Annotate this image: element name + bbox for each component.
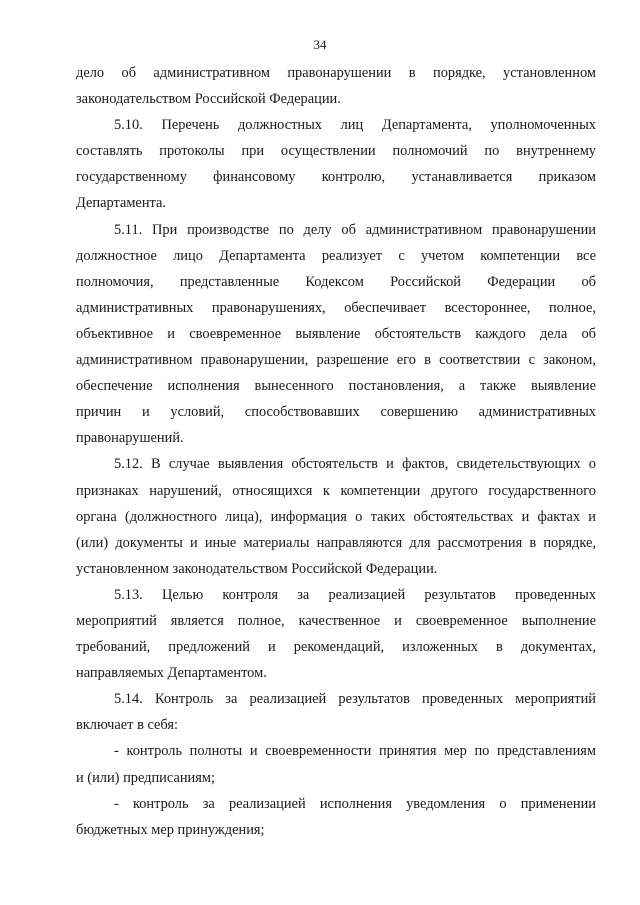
text-line: - контроль полноты и своевременности принятия мер по представлениям <box>114 743 596 760</box>
text-line: требований, предложений и рекомендаций, изложенных в документах, <box>76 639 596 656</box>
text-line: мероприятий является полное, качественное и своевременное выполнение <box>76 612 596 629</box>
text-line: бюджетных мер принуждения; <box>76 821 265 838</box>
text-line: 5.10. Перечень должностных лиц Департамента, уполномоченных <box>114 117 596 134</box>
text-line: правонарушений. <box>76 430 184 447</box>
text-line: составлять протоколы при осуществлении полномочий по внутреннему <box>76 143 596 160</box>
text-line: - контроль за реализацией исполнения уведомления о применении <box>114 795 596 812</box>
text-line: государственному финансовому контролю, устанавливается приказом <box>76 169 596 186</box>
text-line: дело об административном правонарушении в порядке, установленном <box>76 65 596 81</box>
paragraph <box>76 60 596 112</box>
paragraph <box>76 791 596 843</box>
text-line: должностное лицо Департамента реализует с учетом компетенции все <box>76 247 596 264</box>
paragraph <box>76 738 596 790</box>
page-number: 34 <box>313 37 327 52</box>
text-line: 5.13. Целью контроля за реализацией результатов проведенных <box>114 586 596 603</box>
text-line: 5.11. При производстве по делу об административном правонарушении <box>114 221 596 238</box>
text-line: 5.14. Контроль за реализацией результатов проведенных мероприятий <box>114 691 596 708</box>
text-line: административном правонарушении, разрешение его в соответствии с законом, <box>76 352 596 369</box>
text-line: признаках нарушений, относящихся к компетенции другого государственного <box>76 482 596 499</box>
text-line: органа (должностного лица), информация о таких обстоятельствах и фактах и <box>76 508 596 525</box>
text-line: и (или) предписаниям; <box>76 769 215 786</box>
text-line: административных правонарушениях, обеспечивает всестороннее, полное, <box>76 299 596 316</box>
text-line: обеспечение исполнения вынесенного постановления, а также выявление <box>76 378 596 395</box>
paragraph <box>76 217 596 452</box>
text-line: включает в себя: <box>76 717 178 734</box>
text-line: полномочия, представленные Кодексом Российской Федерации об <box>76 273 596 290</box>
paragraph <box>76 686 596 738</box>
text-line: Департамента. <box>76 195 166 212</box>
text-line: законодательством Российской Федерации. <box>76 91 341 108</box>
paragraph <box>76 112 596 216</box>
text-line: объективное и своевременное выявление обстоятельств каждого дела об <box>76 325 596 342</box>
text-line: установленном законодательством Российской Федерации. <box>76 560 438 577</box>
text-line: направляемых Департаментом. <box>76 665 267 682</box>
text-line: причин и условий, способствовавших совершению административных <box>76 404 596 421</box>
paragraph <box>76 451 596 581</box>
document-body <box>76 60 596 843</box>
text-line: (или) документы и иные материалы направляются для рассмотрения в порядке, <box>76 534 596 551</box>
text-line: 5.12. В случае выявления обстоятельств и фактов, свидетельствующих о <box>114 456 596 473</box>
paragraph <box>76 582 596 686</box>
